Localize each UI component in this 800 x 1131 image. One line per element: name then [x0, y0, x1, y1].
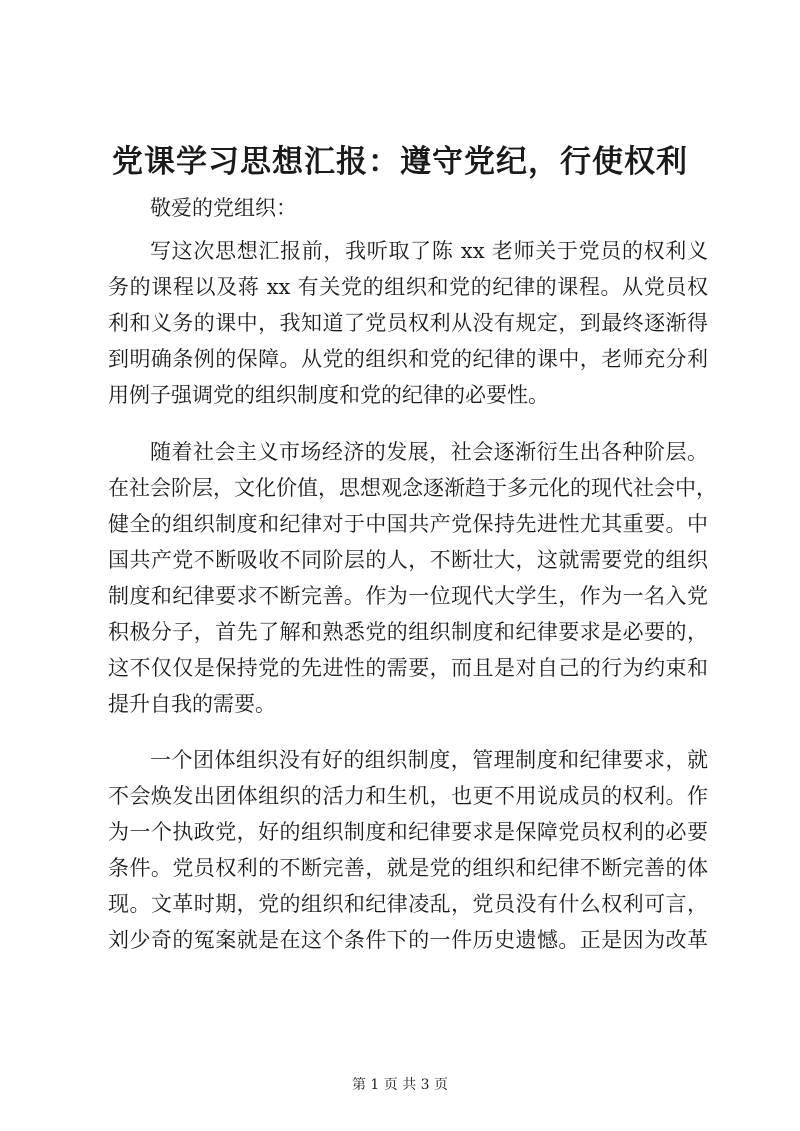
paragraph-line: 刘少奇的冤案就是在这个条件下的一件历史遗憾。正是因为改革: [108, 928, 708, 952]
paragraph-line: 条件。党员权利的不断完善，就是党的组织和纪律不断完善的体: [108, 856, 708, 880]
paragraph-line: 随着社会主义市场经济的发展，社会逐渐衍生出各种阶层。: [150, 440, 708, 464]
paragraph-line: 利和义务的课中，我知道了党员权利从没有规定，到最终逐渐得: [108, 311, 708, 335]
paragraph-line: 提升自我的需要。: [108, 692, 276, 716]
paragraph-line: 务的课程以及蒋 xx 有关党的组织和党的纪律的课程。从党员权: [108, 275, 708, 299]
paragraph-line: 为一个执政党，好的组织制度和纪律要求是保障党员权利的必要: [108, 820, 708, 844]
paragraph-line: 制度和纪律要求不断完善。作为一位现代大学生，作为一名入党: [108, 584, 708, 608]
salutation: 敬爱的党组织：: [150, 196, 297, 220]
paragraph-line: 在社会阶层，文化价值，思想观念逐渐趋于多元化的现代社会中，: [108, 476, 717, 500]
paragraph-line: 现。文革时期，党的组织和纪律凌乱，党员没有什么权利可言，: [108, 892, 708, 916]
page-footer: 第 1 页 共 3 页: [351, 1077, 449, 1093]
paragraph-line: 积极分子，首先了解和熟悉党的组织制度和纪律要求是必要的，: [108, 620, 708, 644]
paragraph-line: 国共产党不断吸收不同阶层的人，不断壮大，这就需要党的组织: [108, 548, 708, 572]
paragraph-line: 健全的组织制度和纪律对于中国共产党保持先进性尤其重要。中: [108, 512, 708, 536]
paragraph-line: 到明确条例的保障。从党的组织和党的纪律的课中，老师充分利: [108, 347, 708, 371]
paragraph-line: 一个团体组织没有好的组织制度，管理制度和纪律要求，就: [150, 748, 708, 772]
paragraph-line: 不会焕发出团体组织的活力和生机，也更不用说成员的权利。作: [108, 784, 708, 808]
paragraph-line: 写这次思想汇报前，我听取了陈 xx 老师关于党员的权利义: [150, 239, 708, 263]
paragraph-line: 用例子强调党的组织制度和党的纪律的必要性。: [108, 383, 549, 407]
paragraph-line: 这不仅仅是保持党的先进性的需要，而且是对自己的行为约束和: [108, 656, 708, 680]
document-title: 党课学习思想汇报：遵守党纪，行使权利: [112, 144, 688, 180]
